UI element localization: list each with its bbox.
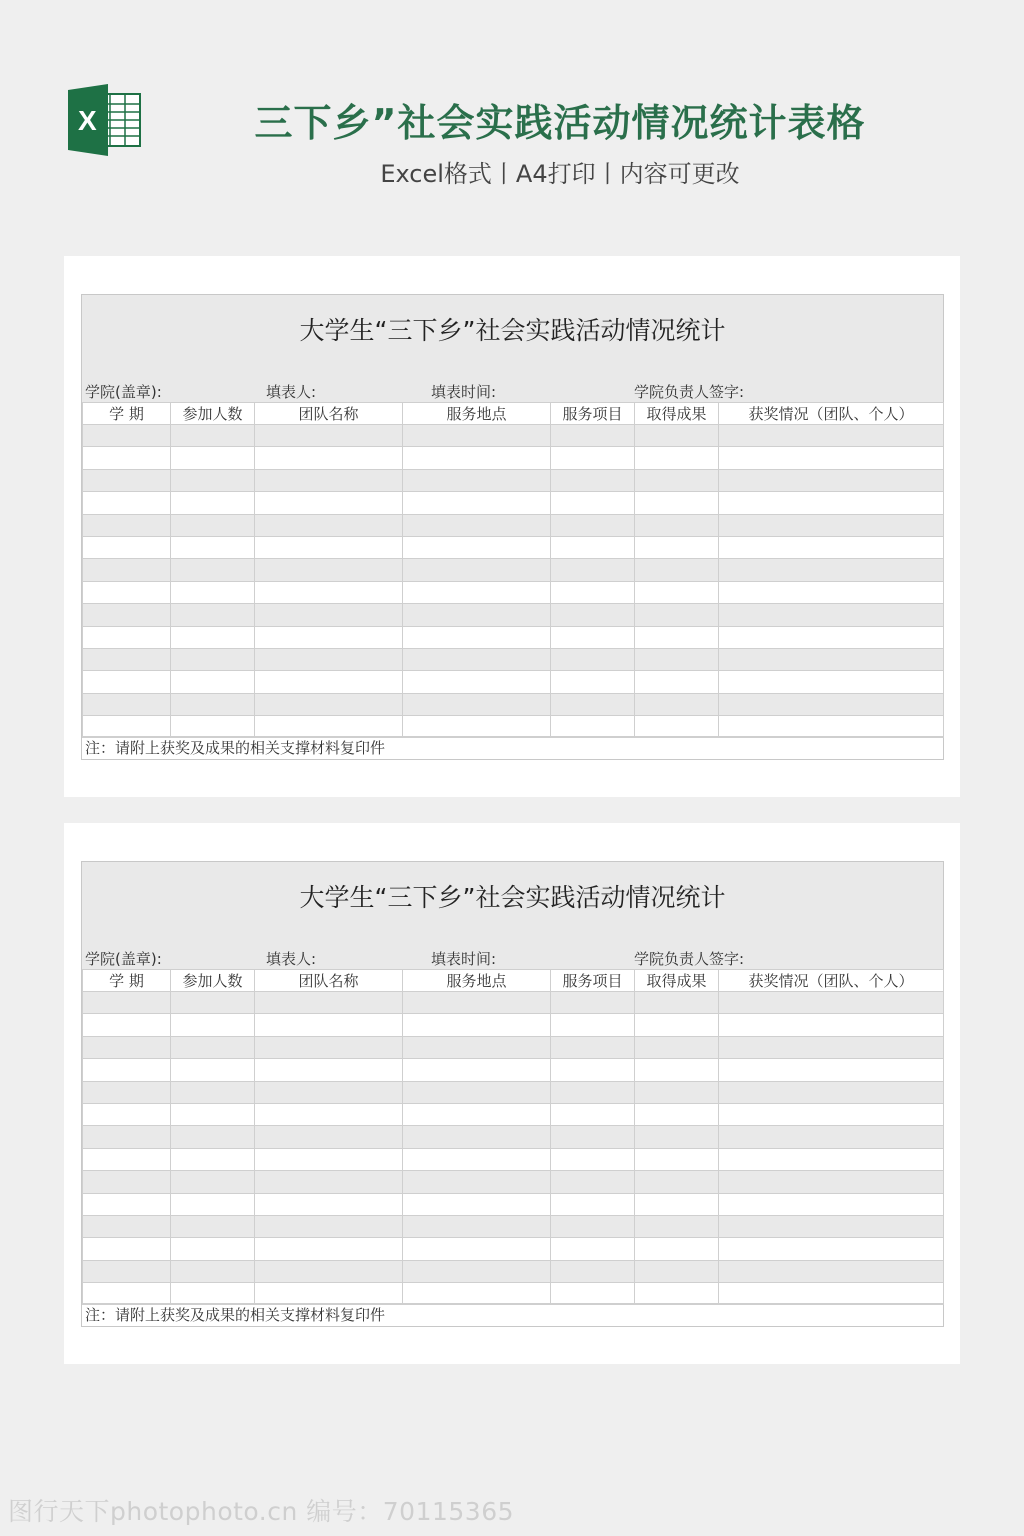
table-cell[interactable] (171, 1081, 255, 1103)
table-cell[interactable] (403, 1238, 551, 1260)
table-row (83, 626, 944, 648)
table-cell[interactable] (551, 1036, 635, 1058)
column-header: 参加人数 (171, 403, 255, 425)
table-row (83, 581, 944, 603)
table-cell[interactable] (635, 1260, 719, 1282)
table-cell[interactable] (255, 514, 403, 536)
table-cell[interactable] (635, 1215, 719, 1237)
table-cell[interactable] (171, 1148, 255, 1170)
table-cell[interactable] (635, 1059, 719, 1081)
table-row (83, 671, 944, 693)
table-cell[interactable] (255, 604, 403, 626)
table-cell[interactable] (403, 648, 551, 670)
table-cell[interactable] (719, 447, 944, 469)
filler-label: 填表人: (266, 950, 317, 968)
table-cell[interactable] (171, 1126, 255, 1148)
table-cell[interactable] (171, 1215, 255, 1237)
table-row (83, 1215, 944, 1237)
table-cell[interactable] (551, 648, 635, 670)
table-cell[interactable] (171, 514, 255, 536)
column-header: 获奖情况（团队、个人） (719, 970, 944, 992)
table-cell[interactable] (635, 559, 719, 581)
form-sheet (81, 861, 944, 1327)
table-row (83, 1103, 944, 1125)
table-cell[interactable] (403, 447, 551, 469)
table-cell[interactable] (171, 992, 255, 1014)
table-cell[interactable] (171, 1193, 255, 1215)
table-cell[interactable] (551, 559, 635, 581)
table-cell[interactable] (551, 1283, 635, 1305)
table-cell[interactable] (171, 1171, 255, 1193)
table-cell[interactable] (551, 1103, 635, 1125)
table-cell[interactable] (635, 536, 719, 558)
table-cell[interactable] (719, 626, 944, 648)
table-cell[interactable] (719, 1215, 944, 1237)
table-cell[interactable] (635, 1148, 719, 1170)
table-cell[interactable] (255, 447, 403, 469)
sheet-title-area (82, 295, 943, 402)
table-cell[interactable] (719, 559, 944, 581)
table-cell[interactable] (171, 1014, 255, 1036)
table-cell[interactable] (635, 447, 719, 469)
table-cell[interactable] (83, 604, 171, 626)
table-cell[interactable] (551, 492, 635, 514)
table-row (83, 1036, 944, 1058)
table-cell[interactable] (719, 1036, 944, 1058)
table-cell[interactable] (551, 1126, 635, 1148)
table-cell[interactable] (403, 492, 551, 514)
table-cell[interactable] (551, 626, 635, 648)
table-cell[interactable] (403, 1193, 551, 1215)
table-cell[interactable] (719, 1103, 944, 1125)
table-row (83, 514, 944, 536)
column-header: 学 期 (83, 970, 171, 992)
fill-time-label: 填表时间: (431, 950, 497, 968)
table-row (83, 1081, 944, 1103)
table-cell[interactable] (403, 604, 551, 626)
table-cell[interactable] (719, 1014, 944, 1036)
filler-label: 填表人: (266, 383, 317, 401)
table-cell[interactable] (255, 1036, 403, 1058)
table-cell[interactable] (719, 671, 944, 693)
table-note: 注：请附上获奖及成果的相关支撑材料复印件 (82, 736, 943, 758)
table-cell[interactable] (719, 1260, 944, 1282)
table-cell[interactable] (719, 1081, 944, 1103)
table-note: 注：请附上获奖及成果的相关支撑材料复印件 (82, 1303, 943, 1325)
table-cell[interactable] (171, 648, 255, 670)
table-row (83, 1238, 944, 1260)
table-cell[interactable] (551, 1148, 635, 1170)
table-cell[interactable] (83, 1126, 171, 1148)
table-cell[interactable] (83, 1260, 171, 1282)
table-row (83, 992, 944, 1014)
table-cell[interactable] (403, 1148, 551, 1170)
table-cell[interactable] (719, 492, 944, 514)
table-row (83, 1014, 944, 1036)
table-cell[interactable] (171, 536, 255, 558)
table-cell[interactable] (171, 693, 255, 715)
table-cell[interactable] (551, 1014, 635, 1036)
table-cell[interactable] (403, 1260, 551, 1282)
table-cell[interactable] (551, 1059, 635, 1081)
table-cell[interactable] (255, 1059, 403, 1081)
table-cell[interactable] (83, 693, 171, 715)
table-cell[interactable] (719, 716, 944, 738)
table-cell[interactable] (255, 1283, 403, 1305)
table-cell[interactable] (403, 536, 551, 558)
table-cell[interactable] (551, 693, 635, 715)
table-cell[interactable] (83, 992, 171, 1014)
table-cell[interactable] (403, 992, 551, 1014)
sheet-title: 大学生“三下乡”社会实践活动情况统计 (299, 883, 726, 912)
table-cell[interactable] (403, 581, 551, 603)
table-cell[interactable] (171, 716, 255, 738)
table-cell[interactable] (171, 425, 255, 447)
column-header: 取得成果 (635, 970, 719, 992)
column-header: 学 期 (83, 403, 171, 425)
table-cell[interactable] (171, 1238, 255, 1260)
page-title: 三下乡”社会实践活动情况统计表格 (254, 101, 866, 145)
college-stamp-label: 学院(盖章): (85, 950, 162, 968)
table-cell[interactable] (635, 1036, 719, 1058)
statistics-table (82, 402, 944, 738)
table-cell[interactable] (403, 1103, 551, 1125)
sheet-preview-1 (64, 256, 960, 797)
table-cell[interactable] (403, 1215, 551, 1237)
table-cell[interactable] (83, 626, 171, 648)
table-cell[interactable] (255, 693, 403, 715)
table-header-row (83, 403, 944, 425)
table-cell[interactable] (83, 469, 171, 491)
table-cell[interactable] (635, 425, 719, 447)
table-cell[interactable] (719, 1238, 944, 1260)
form-sheet (81, 294, 944, 760)
table-cell[interactable] (403, 1126, 551, 1148)
table-cell[interactable] (255, 1014, 403, 1036)
table-cell[interactable] (171, 1260, 255, 1282)
table-cell[interactable] (635, 514, 719, 536)
table-cell[interactable] (719, 1126, 944, 1148)
leader-sign-label: 学院负责人签字: (634, 950, 745, 968)
table-cell[interactable] (83, 671, 171, 693)
table-cell[interactable] (255, 716, 403, 738)
table-cell[interactable] (635, 604, 719, 626)
table-row (83, 559, 944, 581)
table-cell[interactable] (171, 469, 255, 491)
table-cell[interactable] (719, 992, 944, 1014)
table-cell[interactable] (255, 1238, 403, 1260)
table-cell[interactable] (551, 604, 635, 626)
table-cell[interactable] (83, 536, 171, 558)
table-cell[interactable] (551, 425, 635, 447)
table-cell[interactable] (403, 514, 551, 536)
table-cell[interactable] (551, 1171, 635, 1193)
table-row (83, 604, 944, 626)
table-cell[interactable] (551, 1193, 635, 1215)
table-cell[interactable] (171, 1103, 255, 1125)
table-cell[interactable] (635, 716, 719, 738)
table-cell[interactable] (635, 626, 719, 648)
table-cell[interactable] (171, 604, 255, 626)
table-cell[interactable] (719, 693, 944, 715)
table-cell[interactable] (403, 469, 551, 491)
table-row (83, 716, 944, 738)
table-cell[interactable] (255, 469, 403, 491)
table-cell[interactable] (719, 604, 944, 626)
table-cell[interactable] (551, 447, 635, 469)
excel-icon (66, 84, 142, 156)
table-cell[interactable] (83, 447, 171, 469)
column-header: 获奖情况（团队、个人） (719, 403, 944, 425)
table-cell[interactable] (171, 626, 255, 648)
table-cell[interactable] (83, 1215, 171, 1237)
table-row (83, 447, 944, 469)
sheet-title-area (82, 862, 943, 969)
column-header: 服务地点 (403, 970, 551, 992)
table-row (83, 1171, 944, 1193)
table-cell[interactable] (719, 648, 944, 670)
leader-sign-label: 学院负责人签字: (634, 383, 745, 401)
column-header: 团队名称 (255, 970, 403, 992)
table-cell[interactable] (83, 1238, 171, 1260)
table-cell[interactable] (551, 514, 635, 536)
table-cell[interactable] (171, 1059, 255, 1081)
table-cell[interactable] (83, 1283, 171, 1305)
column-header: 服务项目 (551, 970, 635, 992)
table-cell[interactable] (635, 648, 719, 670)
table-cell[interactable] (635, 1103, 719, 1125)
table-cell[interactable] (403, 1283, 551, 1305)
table-cell[interactable] (255, 536, 403, 558)
table-cell[interactable] (719, 1193, 944, 1215)
table-cell[interactable] (255, 648, 403, 670)
table-cell[interactable] (551, 581, 635, 603)
table-cell[interactable] (551, 716, 635, 738)
sheet-title: 大学生“三下乡”社会实践活动情况统计 (299, 316, 726, 345)
table-row (83, 648, 944, 670)
table-cell[interactable] (255, 492, 403, 514)
fill-time-label: 填表时间: (431, 383, 497, 401)
table-cell[interactable] (551, 536, 635, 558)
table-cell[interactable] (635, 469, 719, 491)
table-row (83, 536, 944, 558)
table-cell[interactable] (635, 1283, 719, 1305)
table-cell[interactable] (255, 581, 403, 603)
table-cell[interactable] (83, 425, 171, 447)
table-cell[interactable] (719, 425, 944, 447)
table-cell[interactable] (551, 1238, 635, 1260)
table-cell[interactable] (403, 716, 551, 738)
table-cell[interactable] (719, 1059, 944, 1081)
table-cell[interactable] (255, 626, 403, 648)
table-cell[interactable] (635, 693, 719, 715)
table-cell[interactable] (635, 1238, 719, 1260)
table-cell[interactable] (635, 1193, 719, 1215)
table-cell[interactable] (255, 425, 403, 447)
table-cell[interactable] (403, 1014, 551, 1036)
table-cell[interactable] (171, 1283, 255, 1305)
sheet-preview-2 (64, 823, 960, 1364)
table-cell[interactable] (255, 1126, 403, 1148)
table-cell[interactable] (551, 671, 635, 693)
table-cell[interactable] (719, 536, 944, 558)
table-cell[interactable] (719, 1148, 944, 1170)
table-cell[interactable] (255, 1148, 403, 1170)
table-cell[interactable] (255, 992, 403, 1014)
table-cell[interactable] (83, 581, 171, 603)
table-cell[interactable] (255, 671, 403, 693)
table-cell[interactable] (719, 581, 944, 603)
table-row (83, 693, 944, 715)
table-cell[interactable] (403, 1059, 551, 1081)
statistics-table (82, 969, 944, 1305)
table-row (83, 469, 944, 491)
table-cell[interactable] (83, 1059, 171, 1081)
table-cell[interactable] (171, 1036, 255, 1058)
table-cell[interactable] (719, 514, 944, 536)
column-header: 参加人数 (171, 970, 255, 992)
page-header (0, 0, 1024, 220)
table-cell[interactable] (83, 648, 171, 670)
table-cell[interactable] (719, 1171, 944, 1193)
table-cell[interactable] (255, 1193, 403, 1215)
table-cell[interactable] (255, 1260, 403, 1282)
table-cell[interactable] (83, 559, 171, 581)
table-cell[interactable] (403, 559, 551, 581)
table-cell[interactable] (171, 581, 255, 603)
table-cell[interactable] (403, 671, 551, 693)
table-cell[interactable] (551, 1081, 635, 1103)
table-cell[interactable] (635, 581, 719, 603)
table-cell[interactable] (635, 1171, 719, 1193)
table-cell[interactable] (83, 1148, 171, 1170)
table-cell[interactable] (83, 1036, 171, 1058)
table-cell[interactable] (171, 559, 255, 581)
table-cell[interactable] (83, 1014, 171, 1036)
table-row (83, 1260, 944, 1282)
table-row (83, 1059, 944, 1081)
table-row (83, 425, 944, 447)
table-cell[interactable] (403, 1171, 551, 1193)
table-cell[interactable] (83, 1103, 171, 1125)
table-cell[interactable] (551, 992, 635, 1014)
column-header: 服务地点 (403, 403, 551, 425)
table-cell[interactable] (255, 1081, 403, 1103)
column-header: 服务项目 (551, 403, 635, 425)
table-cell[interactable] (635, 1081, 719, 1103)
table-cell[interactable] (171, 447, 255, 469)
column-header: 团队名称 (255, 403, 403, 425)
svg-text:X: X (78, 105, 97, 136)
watermark-text: 图行天下photophoto.cn 编号：70115365 (8, 1497, 515, 1526)
table-cell[interactable] (635, 492, 719, 514)
table-row (83, 492, 944, 514)
table-cell[interactable] (83, 492, 171, 514)
table-header-row (83, 970, 944, 992)
table-cell[interactable] (83, 716, 171, 738)
table-row (83, 1148, 944, 1170)
table-cell[interactable] (255, 559, 403, 581)
table-cell[interactable] (403, 425, 551, 447)
table-cell[interactable] (635, 671, 719, 693)
table-cell[interactable] (403, 1081, 551, 1103)
table-cell[interactable] (551, 469, 635, 491)
table-cell[interactable] (171, 671, 255, 693)
table-cell[interactable] (403, 693, 551, 715)
page-subtitle: Excel格式丨A4打印丨内容可更改 (380, 160, 740, 188)
table-cell[interactable] (255, 1215, 403, 1237)
table-cell[interactable] (635, 1126, 719, 1148)
table-cell[interactable] (83, 1171, 171, 1193)
table-row (83, 1126, 944, 1148)
table-cell[interactable] (551, 1260, 635, 1282)
table-row (83, 1283, 944, 1305)
table-cell[interactable] (83, 1193, 171, 1215)
table-cell[interactable] (551, 1215, 635, 1237)
table-cell[interactable] (255, 1171, 403, 1193)
table-cell[interactable] (255, 1103, 403, 1125)
table-cell[interactable] (171, 492, 255, 514)
table-cell[interactable] (635, 992, 719, 1014)
table-cell[interactable] (83, 514, 171, 536)
table-cell[interactable] (635, 1014, 719, 1036)
table-cell[interactable] (403, 626, 551, 648)
table-cell[interactable] (403, 1036, 551, 1058)
college-stamp-label: 学院(盖章): (85, 383, 162, 401)
table-cell[interactable] (719, 1283, 944, 1305)
table-cell[interactable] (719, 469, 944, 491)
column-header: 取得成果 (635, 403, 719, 425)
table-row (83, 1193, 944, 1215)
table-cell[interactable] (83, 1081, 171, 1103)
